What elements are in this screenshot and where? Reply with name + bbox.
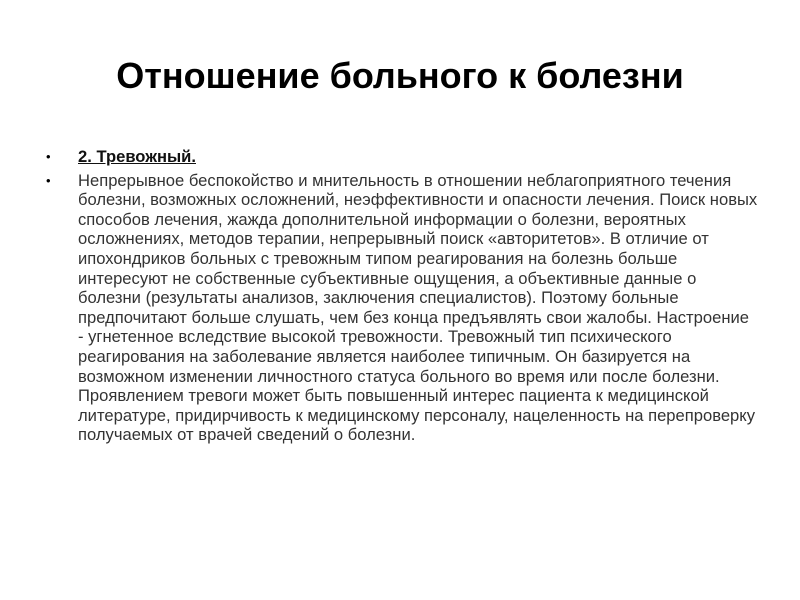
bullet-list <box>46 147 758 449</box>
bullet-icon: • <box>46 172 51 188</box>
bullet-icon: • <box>46 149 51 164</box>
bullet-description-text: Непрерывное беспокойство и мнительность в отношении неблагоприятного течения болезни, возможных осложнений, неэффективности и опасности лечения. Поиск новых способов лечения, жажда дополнительной информации о болезни, вероятных осложнениях, методов терапии, непрерывный поиск «авторитетов». В отличие от ипохондриков больных с тревожным типом реагирования на болезнь больше интересуют не собственные субъективные ощущения, а объективные данные о болезни (результаты анализов, заключения специалистов). Поэтому больные предпочитают больше слушать, чем без конца предъявлять свои жалобы. Настроение - угнетенное вследствие высокой тревожности. Тревожный тип психического реагирования на заболевание является наиболее типичным. Он базируется на возможном изменении личностного статуса больного во время или после болезни. Проявлением тревоги может быть повышенный интерес пациента к медицинской литературе, придирчивость к медицинскому персоналу, нацеленность на перепроверку получаемых от врачей сведений о болезни. <box>78 170 758 445</box>
bullet-heading-text: 2. Тревожный. <box>78 147 196 166</box>
bullet-item-description <box>46 171 758 445</box>
slide-title: Отношение больного к болезни <box>116 55 684 96</box>
bullet-item-heading <box>46 147 758 167</box>
